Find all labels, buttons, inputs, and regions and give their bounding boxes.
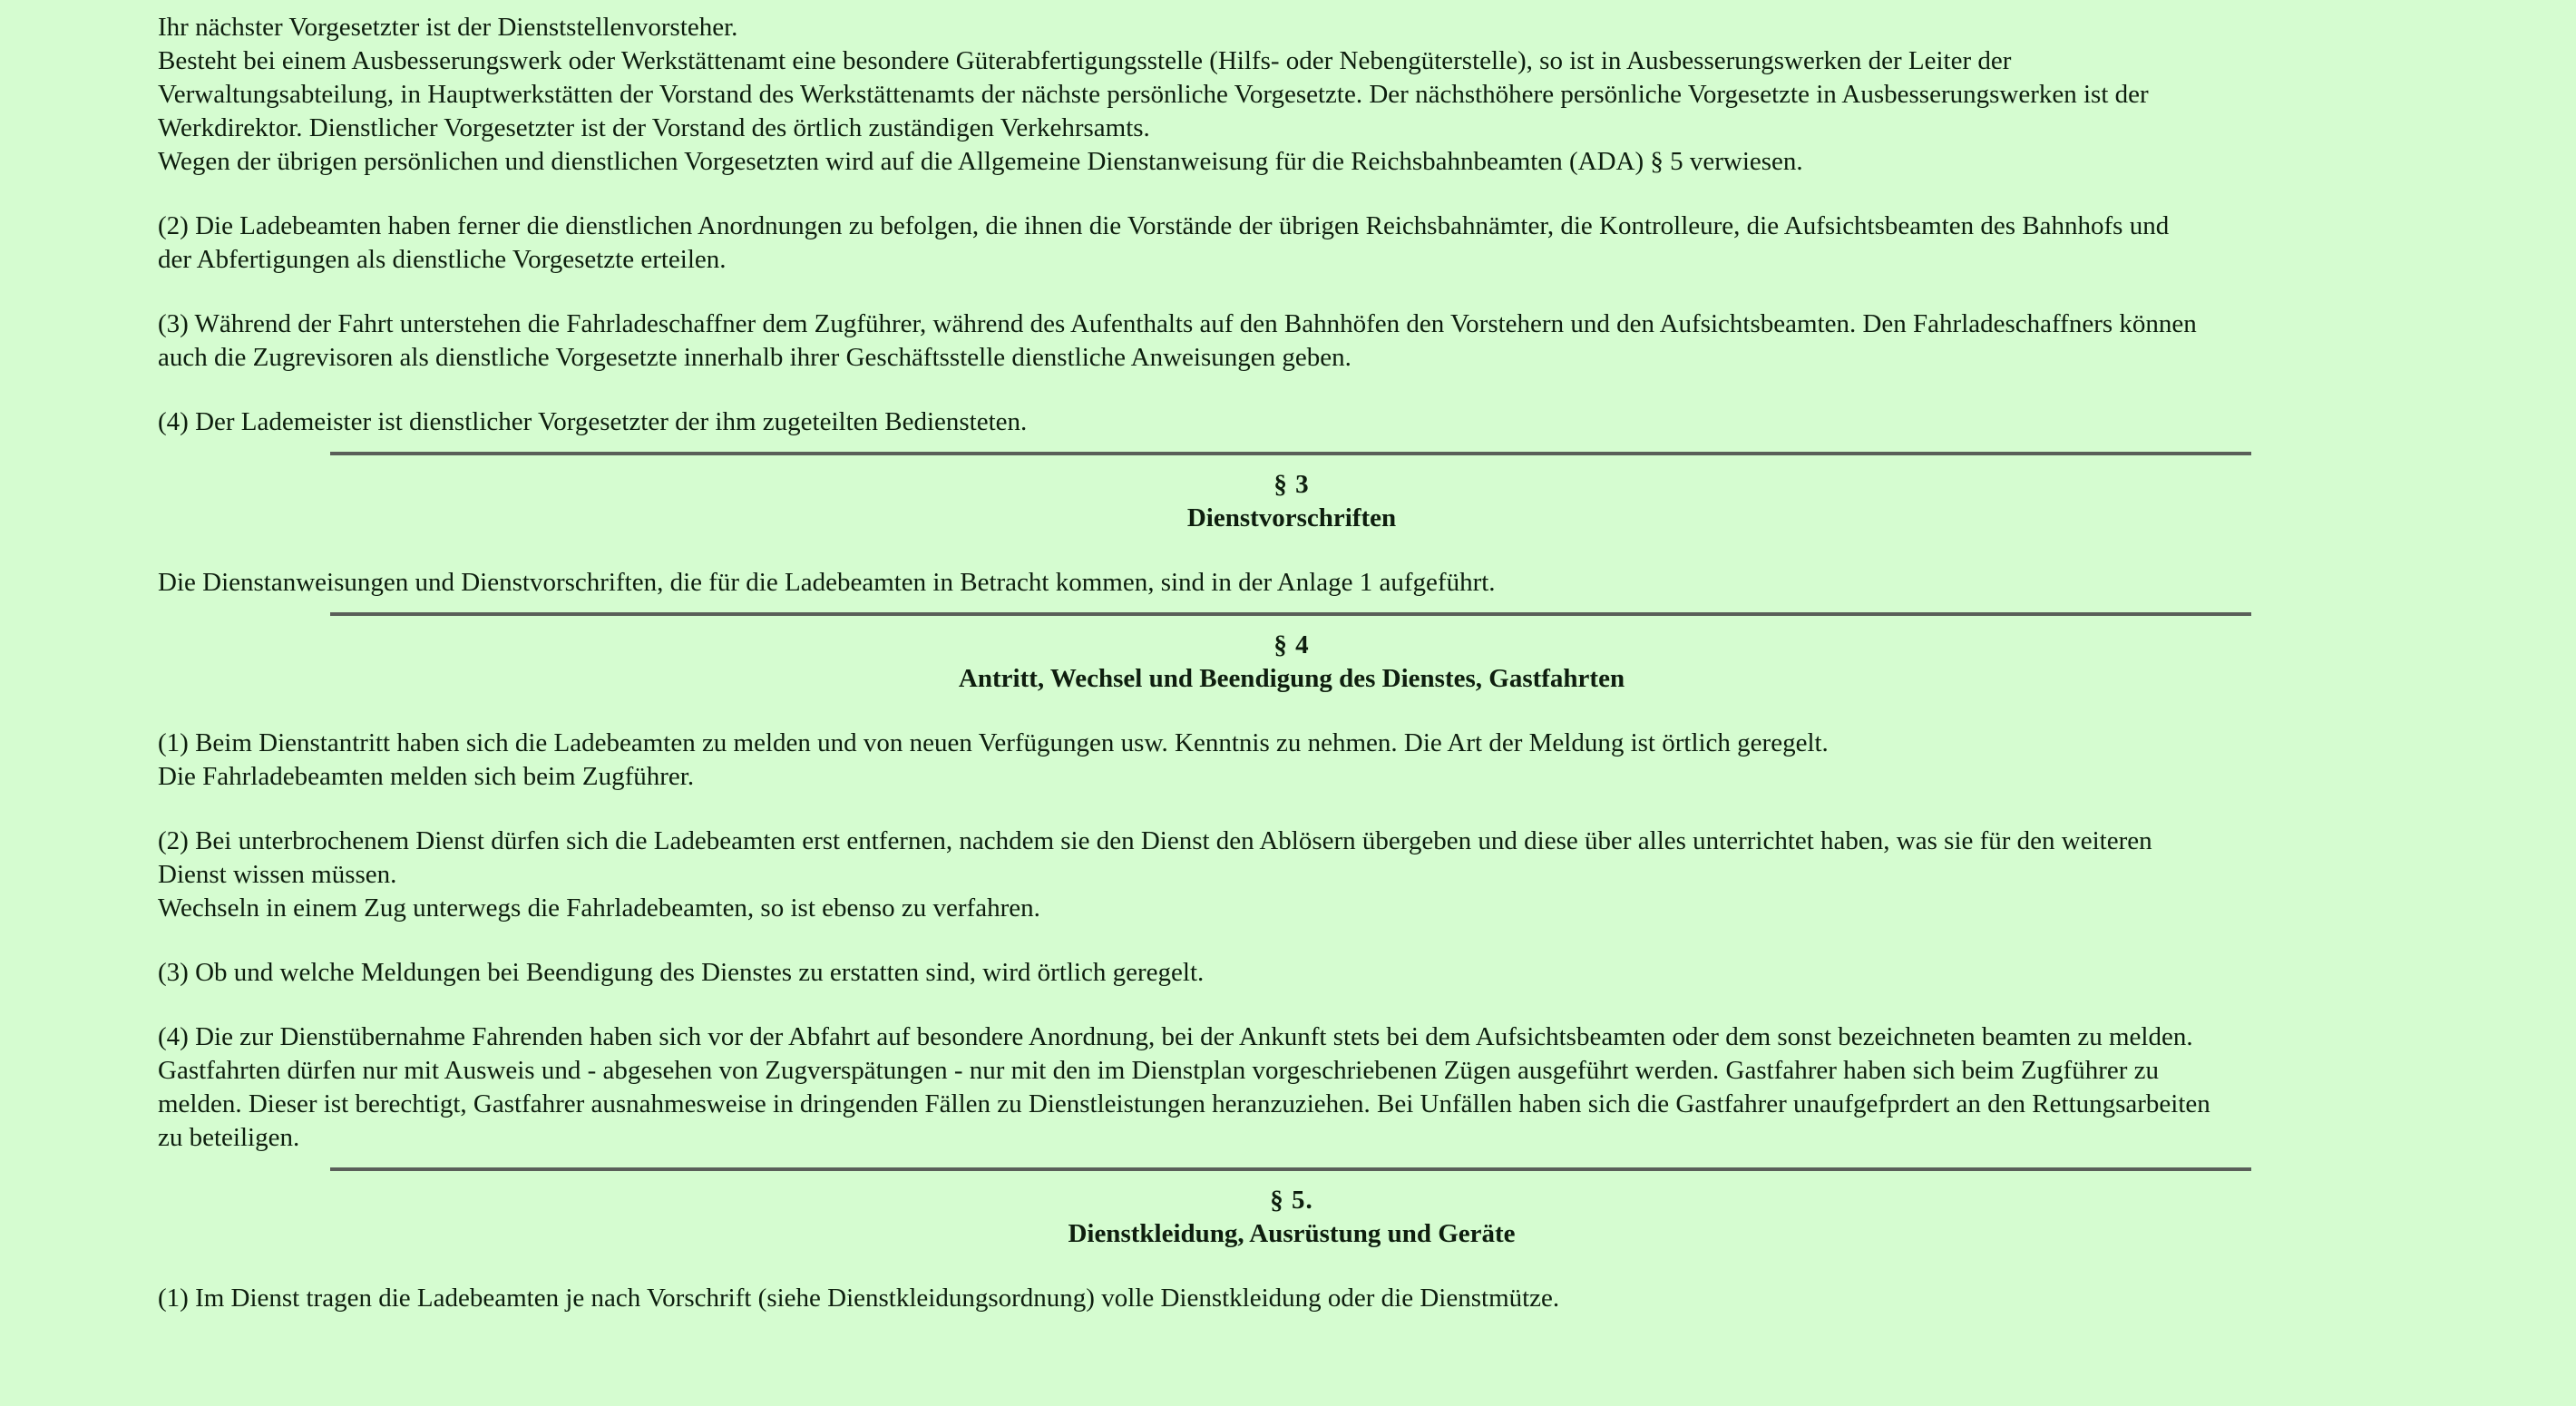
paragraph-2-3 — [158, 308, 2431, 375]
section-title: Dienstvorschriften — [1186, 503, 1397, 532]
paragraph-2-2 — [158, 210, 2431, 277]
text-line: Wegen der übrigen persönlichen und dienstlichen Vorgesetzten wird auf die Allgemeine Dienstanweisung für die Reichsbahnbeamten (ADA) § 5 verwiesen. — [158, 147, 1803, 176]
text-line: (3) Ob und welche Meldungen bei Beendigung des Dienstes zu erstatten sind, wird örtlich geregelt. — [158, 958, 1205, 987]
text-line: (4) Die zur Dienstübernahme Fahrenden haben sich vor der Abfahrt auf besondere Anordnung, bei der Ankunft stets bei dem Aufsichtsbeamten oder dem sonst bezeichneten beamten zu melden. — [158, 1022, 2193, 1051]
text-line: (1) Im Dienst tragen die Ladebeamten je nach Vorschrift (siehe Dienstkleidungsordnung) volle Dienstkleidung oder die Dienstmütze. — [158, 1284, 1560, 1313]
text-line: (1) Beim Dienstantritt haben sich die Ladebeamten zu melden und von neuen Verfügungen usw. Kenntnis zu nehmen. Die Art der Meldung ist örtlich geregelt. — [158, 728, 1829, 757]
text-line: Dienst wissen müssen. — [158, 860, 397, 889]
paragraph-4-4 — [158, 1020, 2431, 1155]
section-divider — [330, 612, 2251, 616]
text-line: Besteht bei einem Ausbesserungswerk oder Werkstättenamt eine besondere Güterabfertigungsstelle (Hilfs- oder Nebengüterstelle), so ist in Ausbesserungswerken der Leiter der — [158, 46, 2012, 75]
paragraph-4-3 — [158, 956, 2431, 990]
section-title: Dienstkleidung, Ausrüstung und Geräte — [1068, 1219, 1516, 1248]
section-divider — [330, 452, 2251, 455]
paragraph-5-1 — [158, 1282, 2431, 1315]
section-number: § 5. — [1270, 1186, 1313, 1215]
text-line: Ihr nächster Vorgesetzter ist der Dienststellenvorsteher. — [158, 13, 738, 42]
paragraph-3 — [158, 566, 2431, 600]
paragraph-2-4 — [158, 405, 2431, 439]
text-line: (4) Der Lademeister ist dienstlicher Vorgesetzter der ihm zugeteilten Bediensteten. — [158, 407, 1028, 436]
section-heading-4 — [158, 629, 2425, 696]
text-line: Wechseln in einem Zug unterwegs die Fahrladebeamten, so ist ebenso zu verfahren. — [158, 893, 1040, 923]
text-line: melden. Dieser ist berechtigt, Gastfahrer ausnahmesweise in dringenden Fällen zu Dienstleistungen heranzuziehen. Bei Unfällen haben sich die Gastfahrer unaufgefprdert an den Rettungsarbeiten — [158, 1089, 2210, 1118]
text-line: Verwaltungsabteilung, in Hauptwerkstätten der Vorstand des Werkstättenamts der nächste persönliche Vorgesetzte. Der nächsthöhere persönliche Vorgesetzte in Ausbesserungswerken ist der — [158, 80, 2149, 109]
section-number: § 4 — [1273, 630, 1310, 659]
paragraph-4-2 — [158, 825, 2431, 925]
section-heading-5 — [158, 1184, 2425, 1251]
text-line: auch die Zugrevisoren als dienstliche Vorgesetzte innerhalb ihrer Geschäftsstelle dienstliche Anweisungen geben. — [158, 343, 1351, 372]
section-title: Antritt, Wechsel und Beendigung des Dienstes, Gastfahrten — [958, 664, 1625, 693]
intro-paragraph — [158, 11, 2431, 179]
paragraph-4-1 — [158, 727, 2431, 794]
text-line: Die Dienstanweisungen und Dienstvorschriften, die für die Ladebeamten in Betracht kommen, sind in der Anlage 1 aufgeführt. — [158, 568, 1496, 597]
text-line: Die Fahrladebeamten melden sich beim Zugführer. — [158, 762, 695, 791]
text-line: der Abfertigungen als dienstliche Vorgesetzte erteilen. — [158, 245, 727, 274]
text-line: (2) Bei unterbrochenem Dienst dürfen sich die Ladebeamten erst entfernen, nachdem sie den Dienst den Ablösern übergeben und diese über alles unterrichtet haben, was sie für den weiteren — [158, 826, 2152, 855]
section-divider — [330, 1167, 2251, 1171]
text-line: zu beteiligen. — [158, 1123, 300, 1152]
section-number: § 3 — [1273, 470, 1310, 499]
text-line: (2) Die Ladebeamten haben ferner die dienstlichen Anordnungen zu befolgen, die ihnen die Vorstände der übrigen Reichsbahnämter, die Kontrolleure, die Aufsichtsbeamten des Bahnhofs und — [158, 211, 2170, 240]
section-heading-3 — [158, 468, 2425, 535]
text-line: Gastfahrten dürfen nur mit Ausweis und - abgesehen von Zugverspätungen - nur mit den im Dienstplan vorgeschriebenen Zügen ausgeführt werden. Gastfahrer haben sich beim Zugführer zu — [158, 1056, 2160, 1085]
text-line: (3) Während der Fahrt unterstehen die Fahrladeschaffner dem Zugführer, während des Aufenthalts auf den Bahnhöfen den Vorstehern und den Aufsichtsbeamten. Den Fahrladeschaffners können — [158, 309, 2197, 338]
text-line: Werkdirektor. Dienstlicher Vorgesetzter ist der Vorstand des örtlich zuständigen Verkehrsamts. — [158, 113, 1150, 142]
